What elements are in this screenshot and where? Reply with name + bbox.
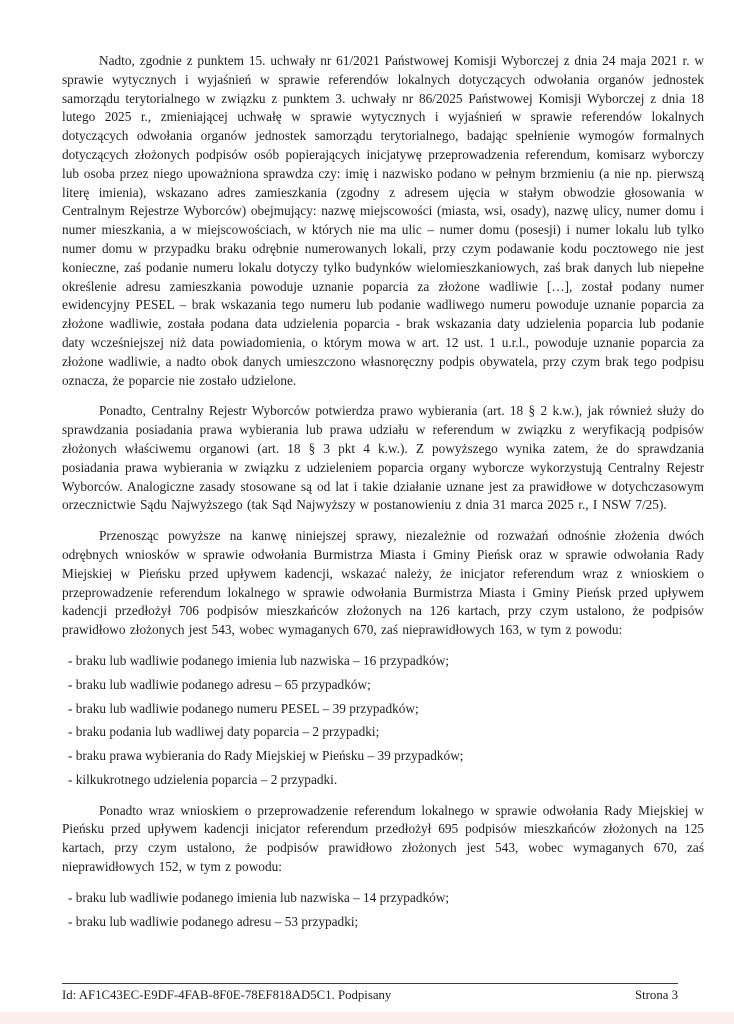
list-item: - braku podania lub wadliwej daty poparcia – 2 przypadki; — [68, 724, 380, 740]
page-footer — [62, 983, 678, 1003]
document-id: Id: AF1C43EC-E9DF-4FAB-8F0E-78EF818AD5C1. Podpisany — [62, 988, 392, 1002]
list-item: - braku lub wadliwie podanego adresu – 53 przypadki; — [68, 913, 359, 929]
scan-artifact-band — [0, 1012, 734, 1024]
paragraph-mayor-referendum-findings: Przenosząc powyższe na kanwę niniejszej sprawy, niezależnie od rozważań odnośnie złożenia dwóch odrębnych wniosków w sprawie odwołania Burmistrza Miasta i Gminy Pieńsk oraz w sprawie odwołania Rady Miejskiej w Pieńsku przed upływem kadencji, wskazać należy, że inicjator referendum wraz z wnioskiem o przeprowadzenie referendum lokalnego w sprawie odwołania Burmistrza Miasta i Gminy Pieńsk przed upływem kadencji przedłożył 706 podpisów mieszkańców złożonych na 126 kartach, przy czym ustalono, że podpisów prawidłowo złożonych jest 543, wobec wymaganych 670, zaś nieprawidłowych 163, w tym z powodu: — [62, 528, 704, 638]
list-item: - braku lub wadliwie podanego imienia lub nazwiska – 14 przypadków; — [68, 889, 450, 905]
list-item: - braku lub wadliwie podanego imienia lub nazwiska – 16 przypadków; — [68, 652, 450, 668]
list-item: - braku lub wadliwie podanego numeru PESEL – 39 przypadków; — [68, 700, 419, 716]
paragraph-council-referendum-findings: Ponadto wraz wnioskiem o przeprowadzenie referendum lokalnego w sprawie odwołania Rady Miejskiej w Pieńsku przed upływem kadencji inicjator referendum przedłożył 695 podpisów mieszkańców złożonych na 125 kartach, przy czym ustalono, że podpisów prawidłowo złożonych jest 543, wobec wymaganych 670, zaś nieprawidłowych 152, w tym z powodu: — [62, 802, 704, 875]
invalid-signature-reasons-list-council — [62, 889, 704, 932]
invalid-signature-reasons-list-mayor — [62, 652, 704, 790]
list-item: - braku prawa wybierania do Rady Miejskiej w Pieńsku – 39 przypadków; — [68, 748, 464, 764]
page-number: Strona 3 — [634, 988, 678, 1002]
document-body — [62, 52, 704, 943]
paragraph-pkw-guidelines: Nadto, zgodnie z punktem 15. uchwały nr 61/2021 Państwowej Komisji Wyborczej z dnia 24 maja 2021 r. w sprawie wytycznych i wyjaśnień w sprawie referendów lokalnych dotyczących odwołania organów jednostek samorządu terytorialnego w związku z punktem 3. uchwały nr 86/2025 Państwowej Komisji Wyborczej z dnia 18 lutego 2025 r., zmieniającej uchwałę w sprawie wytycznych i wyjaśnień w sprawie referendów lokalnych dotyczących odwołania organów jednostek samorządu terytorialnego, badając spełnienie wymogów formalnych dotyczących złożonych podpisów osób popierających inicjatywę przeprowadzenia referendum, komisarz wyborczy lub osoba przez niego upoważniona sprawdza czy: imię i nazwisko podano w pełnym brzmieniu (a nie np. pierwszą literę imienia), wskazano adres zamieszkania (zgodny z adresem ujęcia w stałym obwodzie głosowania w Centralnym Rejestrze Wyborców) obejmujący: nazwę miejscowości (miasta, wsi, osady), nazwę ulicy, numer domu i numer mieszkania, a w miejscowościach, w których nie ma ulic – numer domu (posesji) i numer lokalu lub tylko numer domu w przypadku braku odrębnie numerowanych lokali, przy czym podawanie kodu pocztowego nie jest konieczne, zaś podanie numeru lokalu dotyczy tylko budynków wielomieszkaniowych, zaś brak danych lub niepełne określenie adresu zamieszkania powoduje uznanie poparcia za złożone wadliwie […], został podany numer ewidencyjny PESEL – brak wskazania tego numeru lub podanie wadliwego numeru powoduje uznanie poparcia za złożone wadliwie, została podana data udzielenia poparcia - brak wskazania daty udzielenia poparcia lub podanie daty wcześniejszej niż data powiadomienia, o którym mowa w art. 12 ust. 1 u.r.l., powoduje uznanie poparcia za złożone wadliwie, a nadto obok danych umieszczono własnoręczny podpis obywatela, przy czym brak tego podpisu oznacza, że poparcie nie zostało udzielone. — [62, 53, 704, 388]
list-item: - kilkukrotnego udzielenia poparcia – 2 przypadki. — [68, 771, 338, 787]
list-item: - braku lub wadliwie podanego adresu – 65 przypadków; — [68, 676, 371, 692]
paragraph-central-voter-register: Ponadto, Centralny Rejestr Wyborców potwierdza prawo wybierania (art. 18 § 2 k.w.), jak również służy do sprawdzania posiadania prawa wybierania lub prawa udziału w referendum w związku z weryfikacją podpisów złożonych właściwemu organowi (art. 18 § 3 pkt 4 k.w.). Z powyższego wynika zatem, że do sprawdzania posiadania prawa wybierania w związku z udzieleniem poparcia organy wyborcze wykorzystują Centralny Rejestr Wyborców. Analogiczne zasady stosowane są od lat i takie działanie uznane jest za prawidłowe w dotychczasowym orzecznictwie Sądu Najwyższego (tak Sąd Najwyższy w postanowieniu z dnia 31 marca 2025 r., I NSW 7/25). — [62, 403, 704, 513]
